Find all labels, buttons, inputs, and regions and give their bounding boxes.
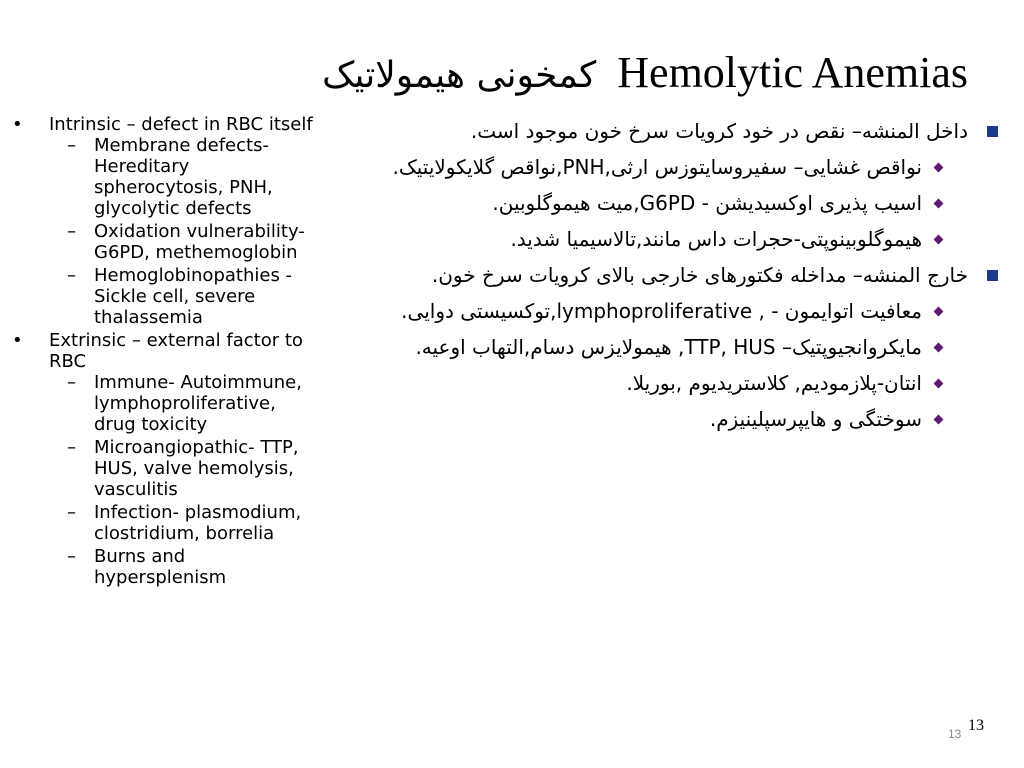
sub-item-text: Immune- Autoimmune, lymphoproliferative, drug toxicity (94, 372, 302, 435)
dash-icon: – (67, 546, 76, 567)
square-bullet-icon (987, 126, 998, 137)
item-text: خارج المنشه– مداخله فکتورهای خارجی بالای کرویات سرخ خون. (431, 263, 968, 287)
page-number: 13 (968, 717, 984, 734)
diamond-bullet-icon (934, 199, 944, 209)
sub-list-item (49, 265, 317, 328)
title-english: Hemolytic Anemias (617, 48, 968, 97)
sub-item-text: هیموگلوبینوپتی-حجرات داس مانند,تالاسیمیا شدید. (510, 227, 922, 251)
list-item (330, 114, 1010, 148)
sub-item-text: مایکروانجیوپتیک– TTP, HUS, هیمولایزس دسام,التهاب اوعیه. (415, 335, 922, 359)
dash-icon: – (67, 265, 76, 286)
diamond-bullet-icon (934, 379, 944, 389)
sub-list-item (49, 437, 317, 500)
list-item (330, 258, 1010, 292)
dash-icon: – (67, 372, 76, 393)
item-text: Intrinsic – defect in RBC itself (49, 114, 313, 135)
sub-list-item (49, 135, 317, 219)
sub-list-item (49, 221, 317, 263)
sub-list-item (49, 372, 317, 435)
sub-list-item (330, 222, 1010, 256)
english-column (12, 114, 317, 590)
bullet-icon: • (12, 114, 23, 135)
sub-item-text: نواقص غشایی– سفیروسایتوزس ارثی,PNH,نواقص گلایکولایتیک. (392, 155, 922, 179)
sub-list-item (49, 546, 317, 588)
dash-icon: – (67, 135, 76, 156)
diamond-bullet-icon (934, 415, 944, 425)
sub-item-text: Burns and hypersplenism (94, 546, 227, 588)
diamond-bullet-icon (934, 163, 944, 173)
sub-list-item (330, 186, 1010, 220)
page-number-small: 13 (948, 727, 962, 741)
list-item (12, 330, 317, 588)
sub-item-text: اسیب پذیری اوکسیدیشن - G6PD,میت هیموگلوبین. (492, 191, 922, 215)
dash-icon: – (67, 221, 76, 242)
sub-item-text: Infection- plasmodium, clostridium, borrelia (94, 502, 302, 544)
sub-item-text: Oxidation vulnerability- G6PD, methemoglobin (94, 221, 305, 263)
sub-list-item (330, 366, 1010, 400)
sub-item-text: Microangiopathic- TTP, HUS, valve hemolysis, vasculitis (94, 437, 299, 500)
item-text: داخل المنشه– نقص در خود کرویات سرخ خون موجود است. (470, 119, 968, 143)
diamond-bullet-icon (934, 343, 944, 353)
list-item (12, 114, 317, 328)
sub-list-item (330, 330, 1010, 364)
dash-icon: – (67, 502, 76, 523)
square-bullet-icon (987, 270, 998, 281)
diamond-bullet-icon (934, 307, 944, 317)
dash-icon: – (67, 437, 76, 458)
sub-list-item (49, 502, 317, 544)
sub-item-text: Membrane defects- Hereditary spherocytosis, PNH, glycolytic defects (94, 135, 273, 219)
sub-item-text: سوختگی و هایپرسپلینیزم. (709, 407, 922, 431)
title-persian: کمخونی هیمولاتیک (322, 55, 597, 96)
diamond-bullet-icon (934, 235, 944, 245)
sub-list-item (330, 294, 1010, 328)
sub-item-text: انتان-پلازمودیم, کلاستریدیوم ,بوریلا. (626, 371, 922, 395)
sub-item-text: Hemoglobinopathies - Sickle cell, severe thalassemia (94, 265, 293, 328)
persian-column (330, 114, 1010, 438)
bullet-icon: • (12, 330, 23, 351)
sub-list-item (330, 150, 1010, 184)
sub-list-item (330, 402, 1010, 436)
slide-title (0, 38, 968, 111)
item-text: Extrinsic – external factor to RBC (49, 330, 303, 372)
sub-item-text: معافیت اتوایمون - , lymphoproliferative,توکسیستی دوایی. (401, 299, 922, 323)
